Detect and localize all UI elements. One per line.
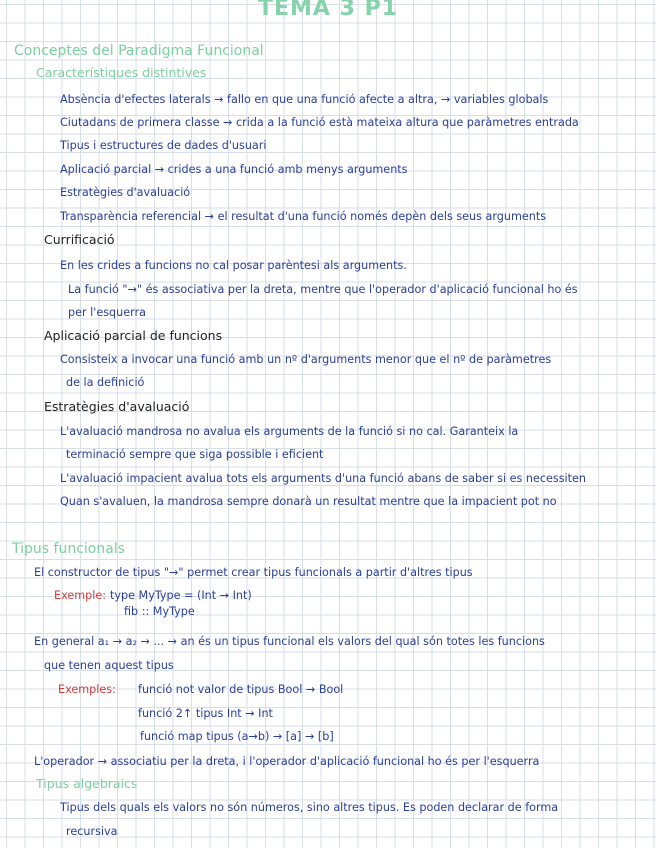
subheading-tipus-algebraics: Tipus algebraics <box>36 776 138 791</box>
heading-estrategies: Estratègies d'avaluació <box>44 399 190 414</box>
list-item: Aplicació parcial → crides a una funció amb menys arguments <box>60 163 408 176</box>
example-item: funció not valor de tipus Bool → Bool <box>138 683 344 696</box>
list-item: Tipus i estructures de dades d'usuari <box>60 139 267 152</box>
text-line: L'avaluació impacient avalua tots els arguments d'una funció abans de saber si es necessiten <box>60 472 587 485</box>
section-heading-conceptes: Conceptes del Paradigma Funcional <box>14 43 264 59</box>
list-item: Ciutadans de primera classe → crida a la funció està mateixa altura que paràmetres entrada <box>60 116 579 129</box>
text-line: que tenen aquest tipus <box>44 659 174 672</box>
heading-currificacio: Currificació <box>44 232 115 247</box>
text-line: L'operador → associatiu per la dreta, i l'operador d'aplicació funcional ho és per l'esquerra <box>34 755 540 768</box>
examples-label: Exemples: <box>58 683 116 696</box>
text-line: La funció "→" és associativa per la dreta, mentre que l'operador d'aplicació funcional ho és <box>68 283 578 296</box>
text-line: Tipus dels quals els valors no són números, sino altres tipus. Es poden declarar de forma <box>60 801 559 814</box>
text-line: En les crides a funcions no cal posar parèntesi als arguments. <box>60 259 407 272</box>
text-line: recursiva <box>66 825 118 838</box>
example-item: funció 2↑ tipus Int → Int <box>138 707 273 720</box>
text-line: En general a₁ → a₂ → ... → an és un tipus funcional els valors del qual són totes les funcions <box>34 635 545 648</box>
text-line: Quan s'avaluen, la mandrosa sempre donarà un resultat mentre que la impacient pot no <box>60 495 557 508</box>
text-line: L'avaluació mandrosa no avalua els arguments de la funció si no cal. Garanteix la <box>60 425 519 438</box>
text-line: terminació sempre que siga possible i eficient <box>66 448 324 461</box>
page-title: TEMA 3 P1 <box>257 0 398 21</box>
text-line: Consisteix a invocar una funció amb un nº d'arguments menor que el nº de paràmetres <box>60 353 552 366</box>
example-item: funció map tipus (a→b) → [a] → [b] <box>140 730 334 743</box>
subheading-caracteristiques: Característiques distintives <box>36 65 207 80</box>
section-heading-tipus-funcionals: Tipus funcionals <box>12 541 125 557</box>
list-item: Absència d'efectes laterals → fallo en que una funció afecte a altra, → variables globals <box>60 93 549 106</box>
code-line: type MyType = (Int → Int) <box>110 589 252 602</box>
example-label: Exemple: <box>54 589 106 602</box>
code-line: fib :: MyType <box>124 605 195 618</box>
list-item: Estratègies d'avaluació <box>60 186 191 199</box>
heading-aplicacio-parcial: Aplicació parcial de funcions <box>44 328 223 343</box>
list-item: Transparència referencial → el resultat d'una funció només depèn dels seus arguments <box>60 210 547 223</box>
text-line: de la definició <box>66 376 145 389</box>
text-line: per l'esquerra <box>68 306 146 319</box>
text-line: El constructor de tipus "→" permet crear tipus funcionals a partir d'altres tipus <box>34 566 473 579</box>
